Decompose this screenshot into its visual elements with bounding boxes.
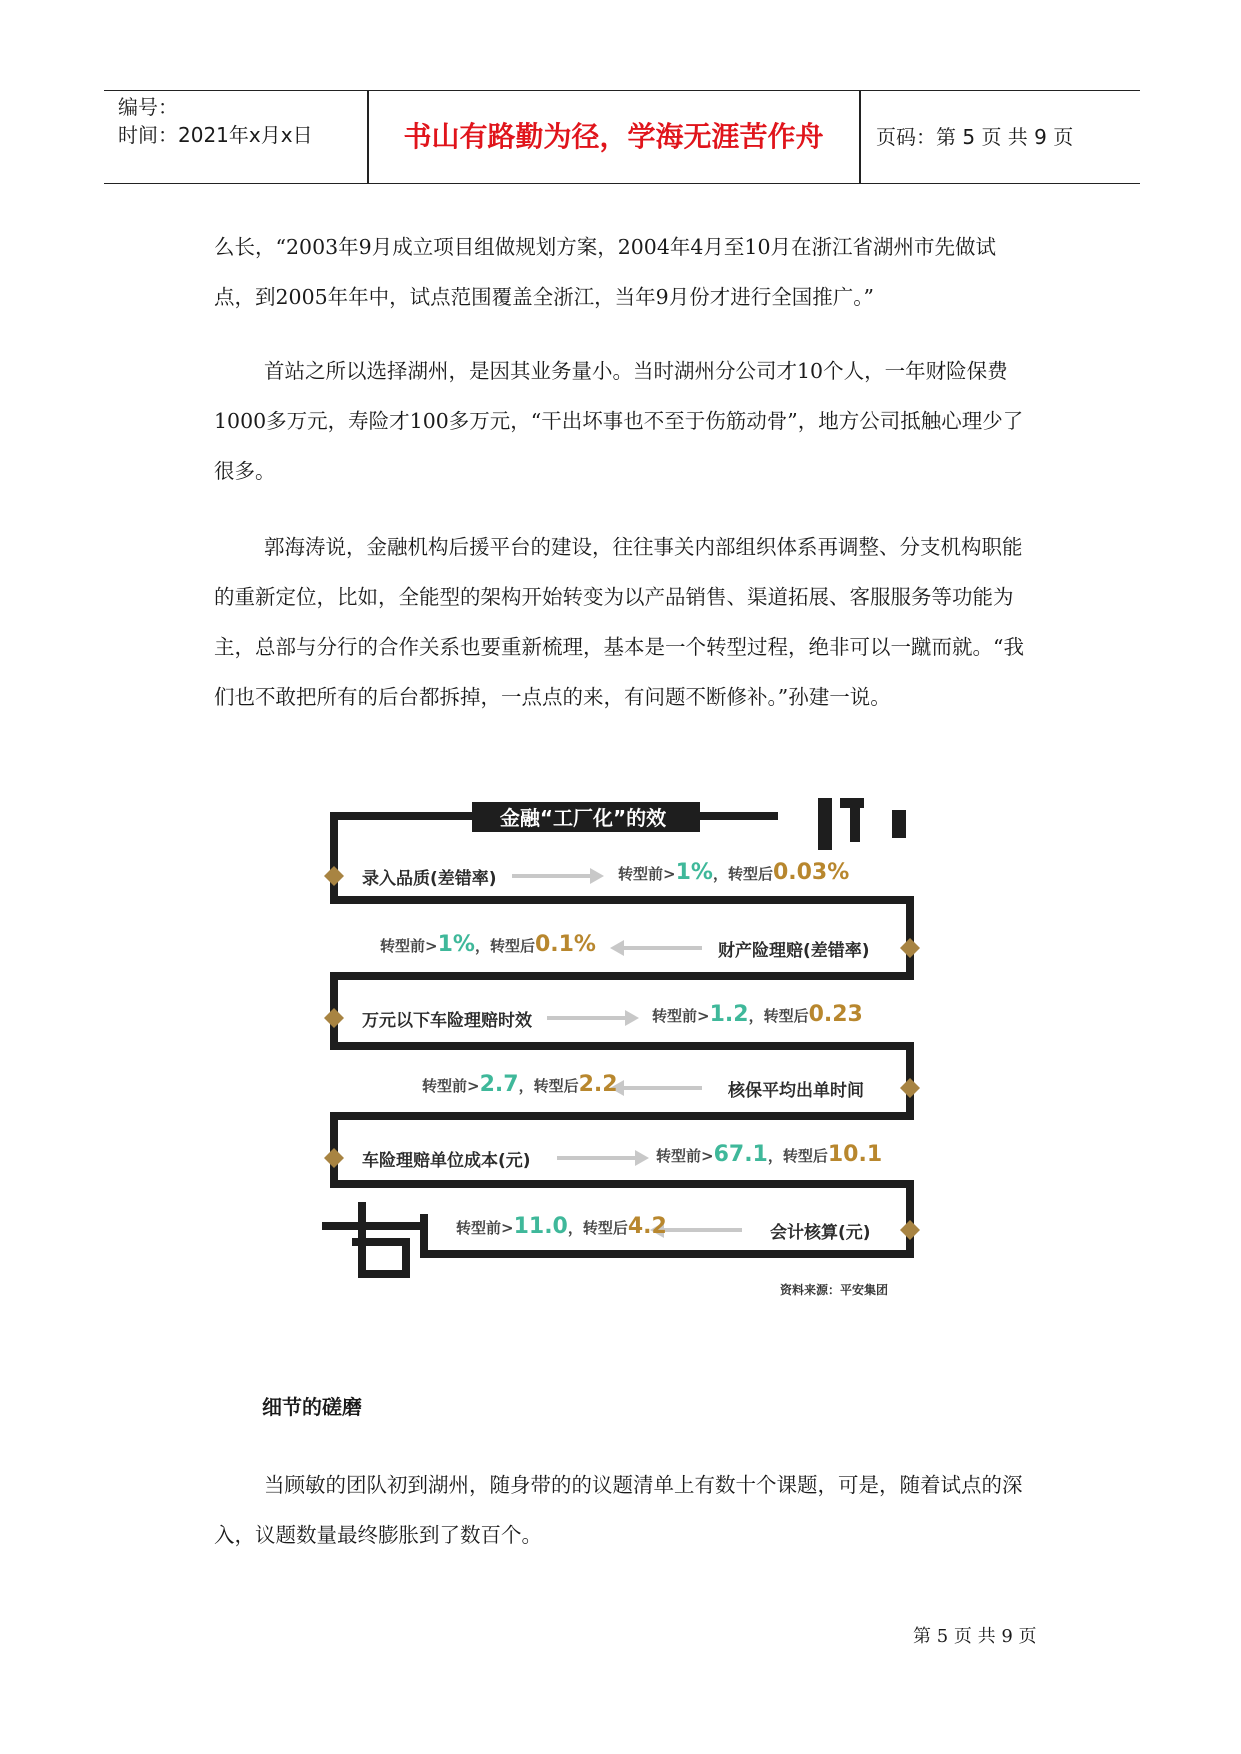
metric-label-underwriting-time: 核保平均出单时间 — [728, 1081, 864, 1101]
infographic-title: 金融“工厂化”的效益提高 — [499, 806, 667, 859]
before-prefix: 转型前> — [422, 1077, 480, 1095]
after-value: 4.2 — [627, 1214, 667, 1239]
metric-label-input-quality: 录入品质(差错率) — [362, 869, 497, 889]
metric-label-accounting: 会计核算(元) — [770, 1223, 871, 1243]
after-prefix: ，转型后 — [767, 1147, 828, 1165]
before-value: 1% — [437, 932, 475, 957]
paragraph-3: 郭海涛说，金融机构后援平台的建设，往往事关内部组织体系再调整、分支机构职能的重新定位，比如，全能型的架构开始转变为以产品销售、渠道拓展、客服服务等功能为主，总部与分行的合作关系也要重新梳理，基本是一个转型过程，绝非可以一蹴而就。“我们也不敢把所有的后台都拆掉，一点点的来，有问题不断修补。”孙建一说。 — [214, 535, 1024, 709]
before-value: 2.7 — [479, 1072, 519, 1097]
after-prefix: ，转型后 — [567, 1219, 628, 1237]
after-prefix: ，转型后 — [748, 1007, 809, 1025]
deco-block — [840, 798, 864, 808]
page-header — [104, 90, 1140, 184]
metric-label-auto-claims-cost: 车险理赔单位成本(元) — [362, 1151, 531, 1171]
arrow-left — [610, 940, 702, 956]
after-value: 0.1% — [534, 932, 596, 957]
arrow-right — [557, 1150, 649, 1166]
serial-label: 编号： — [118, 95, 178, 119]
after-prefix: ，转型后 — [518, 1077, 579, 1095]
metric-values-accounting — [456, 1214, 667, 1239]
row-diamond — [324, 1148, 344, 1168]
before-value: 67.1 — [713, 1142, 768, 1167]
row-diamond — [324, 866, 344, 886]
row-diamond — [900, 1078, 920, 1098]
metric-values-auto-claims-cost — [656, 1142, 882, 1167]
bottom-deco — [322, 1202, 426, 1274]
section-title: 细节的磋磨 — [262, 1395, 362, 1419]
after-value: 10.1 — [827, 1142, 883, 1167]
paragraph-2: 首站之所以选择湖州，是因其业务量小。当时湖州分公司才10个人，一年财险保费1000多万元，寿险才100多万元，“干出坏事也不至于伤筋动骨”，地方公司抵触心理少了很多。 — [214, 359, 1024, 483]
time-label: 时间：2021年x月x日 — [118, 123, 313, 147]
header-meta — [118, 93, 358, 149]
arrow-right — [547, 1010, 639, 1026]
before-prefix: 转型前> — [380, 937, 438, 955]
row-diamond — [324, 1008, 344, 1028]
metric-label-auto-claims-time: 万元以下车险理赔时效 — [362, 1011, 532, 1031]
before-value: 11.0 — [513, 1214, 568, 1239]
after-prefix: ，转型后 — [474, 937, 535, 955]
row-diamond — [900, 1220, 920, 1240]
before-value: 1% — [675, 860, 713, 885]
metric-values-property-claims — [380, 932, 596, 957]
paragraph-4: 当顾敏的团队初到湖州，随身带的的议题清单上有数十个课题，可是，随着试点的深入，议题数量最终膨胀到了数百个。 — [214, 1473, 1023, 1547]
deco-block — [818, 798, 832, 850]
header-motto: 书山有路勤为径，学海无涯苦作舟 — [403, 120, 824, 153]
arrow-right — [512, 868, 604, 884]
header-page-info: 页码：第 5 页 共 9 页 — [876, 125, 1074, 149]
efficiency-infographic — [322, 790, 922, 1310]
metric-values-input-quality — [618, 860, 849, 885]
page-footer: 第 5 页 共 9 页 — [913, 1626, 1037, 1647]
paragraph-1: 么长，“2003年9月成立项目组做规划方案，2004年4月至10月在浙江省湖州市先做试点，到2005年年中，试点范围覆盖全浙江，当年9月份才进行全国推广。” — [214, 235, 996, 309]
before-prefix: 转型前> — [456, 1219, 514, 1237]
title-bar-extension — [692, 812, 778, 820]
header-divider — [859, 91, 861, 183]
before-prefix: 转型前> — [656, 1147, 714, 1165]
deco-block — [892, 810, 906, 838]
before-prefix: 转型前> — [618, 865, 676, 883]
before-value: 1.2 — [709, 1002, 749, 1027]
after-prefix: ，转型后 — [712, 865, 773, 883]
metric-values-auto-claims-time — [652, 1002, 863, 1027]
arrow-left — [610, 1080, 702, 1096]
deco-block — [850, 808, 860, 842]
after-value: 0.23 — [808, 1002, 863, 1027]
after-value: 2.2 — [578, 1072, 618, 1097]
infographic-source: 资料来源：平安集团 — [780, 1283, 889, 1297]
metric-values-underwriting-time — [422, 1072, 618, 1097]
row-diamond — [900, 938, 920, 958]
metric-label-property-claims: 财产险理赔(差错率) — [718, 941, 870, 961]
before-prefix: 转型前> — [652, 1007, 710, 1025]
after-value: 0.03% — [772, 860, 850, 885]
